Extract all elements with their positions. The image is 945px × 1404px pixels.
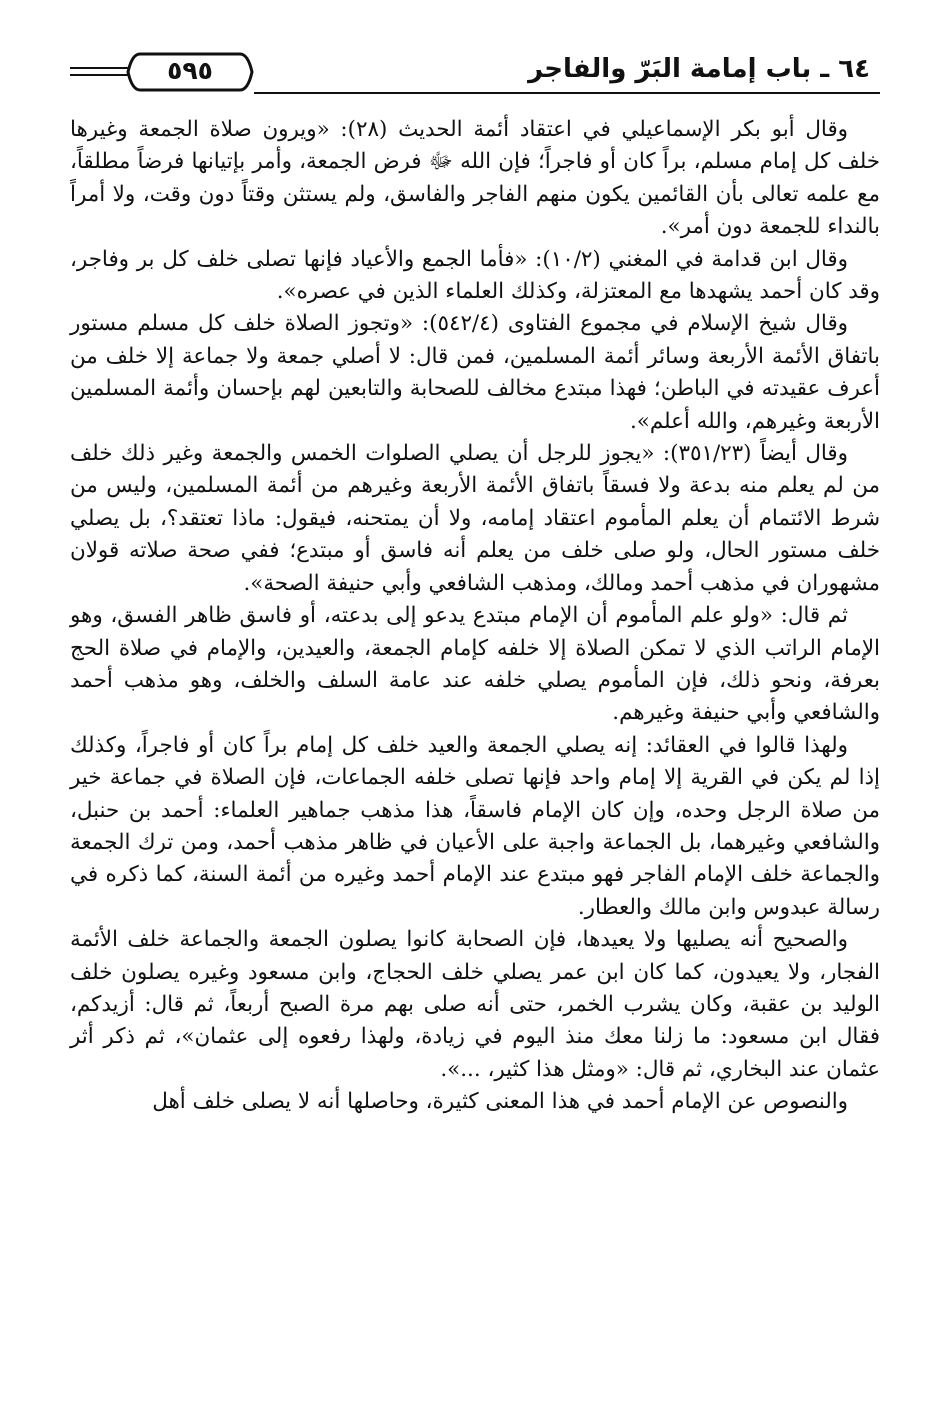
paragraph-ismaili: وقال أبو بكر الإسماعيلي في اعتقاد أئمة الحديث (٢٨): «ويرون صلاة الجمعة وغيرها خلف كل إمام مسلم، براً كان أو فاجراً؛ فإن الله ﷻ فرض الجمعة، وأمر بإتيانها فرضاً مطلقاً، مع علمه تعالى بأن القائمين يكون منهم الفاجر والفاسق، ولم يستثن وقتاً دون وقت، ولا أمراً بالنداء للجمعة دون أمر». bbox=[70, 117, 880, 240]
page-header bbox=[70, 50, 880, 102]
header-rule bbox=[254, 92, 880, 94]
page-body bbox=[70, 114, 880, 1119]
paragraph-nusus: والنصوص عن الإمام أحمد في هذا المعنى كثيرة، وحاصلها أنه لا يصلى خلف أهل bbox=[152, 1089, 848, 1115]
paragraph-ibn-qudama: وقال ابن قدامة في المغني (١٠/٢): «فأما الجمع والأعياد فإنها تصلى خلف كل بر وفاجر، وقد كان أحمد يشهدها مع المعتزلة، وكذلك العلماء الذين في عصره». bbox=[70, 246, 880, 305]
paragraph-aqaid: ولهذا قالوا في العقائد: إنه يصلي الجمعة والعيد خلف كل إمام براً كان أو فاجراً، وكذلك إذا لم يكن في القرية إلا إمام واحد فإنها تصلى خلفه الجماعات، فإن الصلاة في جماعة خير من صلاة الرجل وحده، وإن كان الإمام فاسقاً، هذا مذهب جماهير العلماء: أحمد بن حنبل، والشافعي وغيرهما، بل الجماعة واجبة على الأعيان في ظاهر مذهب أحمد، ومن ترك الجمعة والجماعة خلف الإمام الفاجر فهو مبتدع عند الإمام أحمد وغيره من أئمة السنة، كما ذكره في رسالة عبدوس وابن مالك والعطار. bbox=[70, 732, 880, 920]
chapter-title: ٦٤ ـ باب إمامة البَرّ والفاجر bbox=[528, 54, 870, 84]
ornamental-double-rule bbox=[70, 67, 128, 77]
page-number: ٥٩٥ bbox=[167, 56, 213, 85]
page-number-badge bbox=[126, 52, 254, 92]
paragraph-then-said: ثم قال: «ولو علم المأموم أن الإمام مبتدع يدعو إلى بدعته، أو فاسق ظاهر الفسق، وهو الإمام الراتب الذي لا تمكن الصلاة إلا خلفه كإمام الجمعة، والعيدين، والإمام في صلاة الحج بعرفة، ونحو ذلك، فإن المأموم يصلي خلفه عند عامة السلف والخلف، وهو مذهب أحمد والشافعي وأبي حنيفة وغيرهم. bbox=[70, 603, 880, 726]
paragraph-also-said: وقال أيضاً (٣٥١/٢٣): «يجوز للرجل أن يصلي الصلوات الخمس والجمعة وغير ذلك خلف من لم يعلم منه بدعة ولا فسقاً باتفاق الأئمة الأربعة وغيرهم من أئمة المسلمين، وليس من شرط الائتمام أن يعلم المأموم اعتقاد إمامه، ولا أن يمتحنه، فيقول: ماذا تعتقد؟، بل يصلي خلف مستور الحال، ولو صلى خلف من يعلم أنه فاسق أو مبتدع؛ ففي صحة صلاته قولان مشهوران في مذهب أحمد ومالك، ومذهب الشافعي وأبي حنيفة الصحة». bbox=[70, 441, 880, 596]
paragraph-majmu-fatawa: وقال شيخ الإسلام في مجموع الفتاوى (٥٤٢/٤): «وتجوز الصلاة خلف كل مسلم مستور باتفاق الأئمة الأربعة وسائر أئمة المسلمين، فمن قال: لا أصلي جمعة ولا جماعة إلا خلف من أعرف عقيدته في الباطن؛ فهذا مبتدع مخالف للصحابة والتابعين لهم بإحسان وأئمة المسلمين الأربعة وغيرهم، والله أعلم». bbox=[70, 311, 880, 434]
paragraph-sahih: والصحيح أنه يصليها ولا يعيدها، فإن الصحابة كانوا يصلون الجمعة والجماعة خلف الأئمة الفجار، ولا يعيدون، كما كان ابن عمر يصلي خلف الحجاج، وابن مسعود وغيره يصلون خلف الوليد بن عقبة، وكان يشرب الخمر، حتى أنه صلى بهم مرة الصبح أربعاً، ثم قال: أزيدكم، فقال ابن مسعود: ما زلنا معك منذ اليوم في زيادة، ولهذا رفعوه إلى عثمان»، ثم ذكر أثر عثمان عند البخاري، ثم قال: «ومثل هذا كثير، ...». bbox=[70, 927, 880, 1082]
